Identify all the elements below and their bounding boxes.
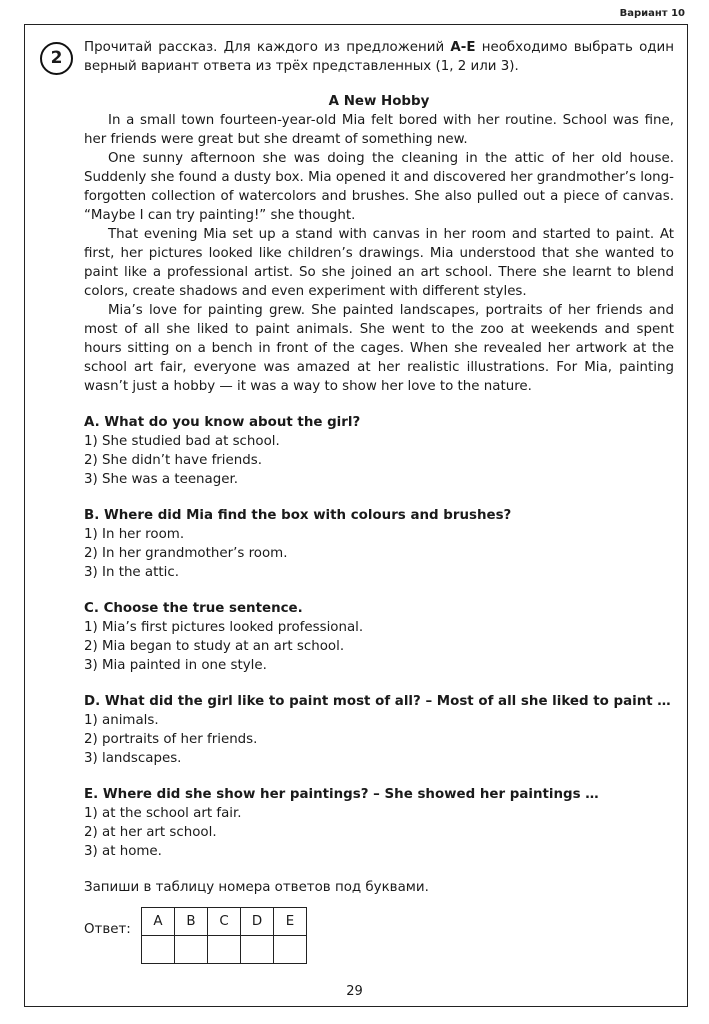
answer-cell[interactable] [241, 936, 274, 964]
story-paragraph: One sunny afternoon she was doing the cleaning in the attic of her old house. Suddenly she found a dusty box. Mia opened it and discovered her grandmother’s long-forgotten collection of watercolors and brushes. She also pulled out a piece of canvas. “Maybe I can try painting!” she thought. [84, 151, 674, 223]
question-text: C. Choose the true sentence. [84, 601, 303, 616]
answer-letter: A [142, 908, 175, 936]
instruction-text-start: Прочитай рассказ. Для каждого из предложений [84, 40, 451, 55]
question-text: E. Where did she show her paintings? – She showed her paintings … [84, 787, 599, 802]
answer-letter: C [208, 908, 241, 936]
answer-option: 3) landscapes. [84, 751, 182, 766]
question-e [84, 785, 674, 861]
answer-option: 1) at the school art fair. [84, 806, 242, 821]
answer-table [141, 907, 307, 964]
story-paragraph: That evening Mia set up a stand with canvas in her room and started to paint. At first, her pictures looked like children’s drawings. Mia understood that she wanted to paint like a professional artist. So she joined an art school. There she learnt to blend colors, create shadows and even experiment with different styles. [84, 227, 674, 299]
page-number: 29 [346, 984, 363, 999]
answer-cell[interactable] [142, 936, 175, 964]
task-instruction [84, 38, 674, 76]
instruction-text-end: необходимо выбрать один верный вариант ответа из трёх представленных (1, 2 или 3). [84, 40, 674, 74]
answer-cell[interactable] [175, 936, 208, 964]
answer-option: 1) animals. [84, 713, 159, 728]
story-paragraph: Mia’s love for painting grew. She painted landscapes, portraits of her friends and most of all she liked to paint animals. She went to the zoo at weekends and spent hours sitting on a bench in front of the cages. When she revealed her artwork at the school art fair, everyone was amazed at her realistic illustrations. For Mia, painting wasn’t just a hobby — it was a way to show her love to the nature. [84, 303, 674, 394]
answer-option: 2) Mia began to study at an art school. [84, 639, 345, 654]
task-number-badge: 2 [40, 42, 73, 75]
question-text: D. What did the girl like to paint most of all? – Most of all she liked to paint … [84, 694, 671, 709]
question-a [84, 413, 674, 489]
answer-option: 1) She studied bad at school. [84, 434, 280, 449]
question-text: A. What do you know about the girl? [84, 415, 361, 430]
answer-option: 3) Mia painted in one style. [84, 658, 267, 673]
question-d [84, 692, 674, 768]
answer-label: Ответ: [84, 922, 131, 937]
answer-option: 3) In the attic. [84, 565, 179, 580]
answer-cell[interactable] [274, 936, 307, 964]
answer-letters-row [142, 908, 307, 936]
story-title: A New Hobby [328, 94, 430, 109]
answer-instruction: Запиши в таблицу номера ответов под буквами. [84, 880, 429, 895]
answer-option: 2) at her art school. [84, 825, 217, 840]
answer-values-row [142, 936, 307, 964]
answer-letter: E [274, 908, 307, 936]
task-content [84, 38, 674, 967]
story-paragraph: In a small town fourteen-year-old Mia felt bored with her routine. School was fine, her friends were great but she dreamt of something new. [84, 113, 674, 147]
question-text: B. Where did Mia find the box with colours and brushes? [84, 508, 512, 523]
story-text [84, 111, 674, 396]
answer-letter: D [241, 908, 274, 936]
answer-option: 2) In her grandmother’s room. [84, 546, 288, 561]
answer-option: 2) portraits of her friends. [84, 732, 258, 747]
variant-label: Вариант 10 [619, 8, 685, 19]
answer-option: 1) Mia’s first pictures looked professional. [84, 620, 364, 635]
answer-section [84, 907, 674, 967]
question-c [84, 599, 674, 675]
answer-letter: B [175, 908, 208, 936]
answer-option: 3) at home. [84, 844, 162, 859]
answer-cell[interactable] [208, 936, 241, 964]
answer-option: 3) She was a teenager. [84, 472, 239, 487]
question-b [84, 506, 674, 582]
answer-option: 1) In her room. [84, 527, 185, 542]
instruction-letters: А-Е [450, 40, 476, 55]
answer-option: 2) She didn’t have friends. [84, 453, 262, 468]
